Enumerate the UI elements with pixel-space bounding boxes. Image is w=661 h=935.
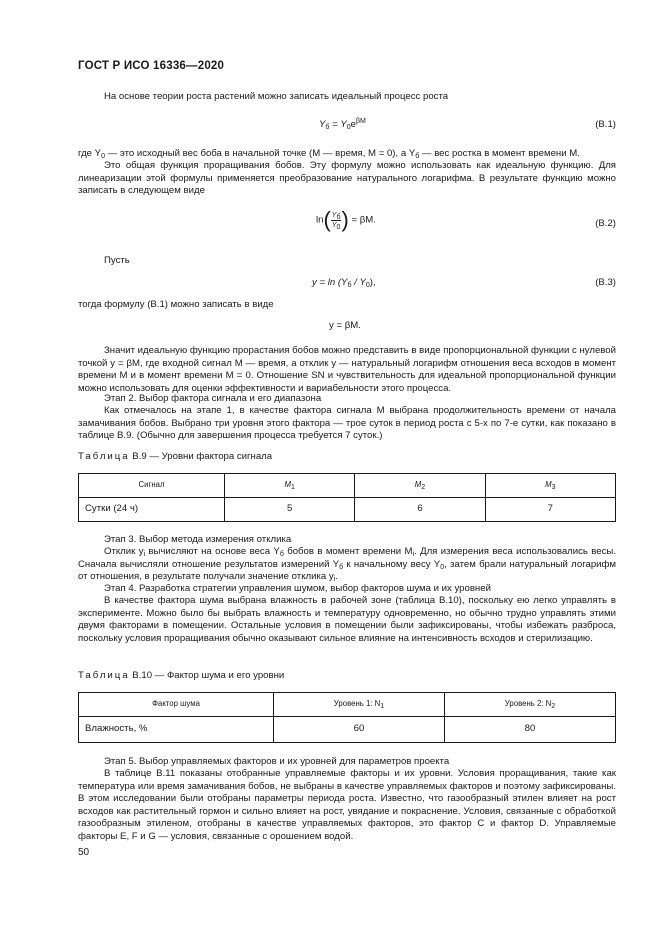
- table-header-cell: $M_1$: [225, 474, 355, 498]
- table10-caption: Таблица В.10 — Фактор шума и его уровни: [78, 670, 285, 681]
- formula-b1-number: (В.1): [595, 119, 616, 130]
- formula-b1: [78, 119, 616, 133]
- paragraph-intro: На основе теории роста растений можно записать идеальный процесс роста: [104, 91, 449, 102]
- table-header-cell: Уровень 2: $N_2$: [445, 693, 616, 717]
- table-row-label: Сутки (24 ч): [79, 498, 225, 522]
- table-header-cell: Сигнал: [79, 474, 225, 498]
- paragraph-linearization: Это общая функция проращивания бобов. Эту формулу можно использовать как идеальную функцию. Для линеаризации этой формулы применяется преобразование натурального логарифма. В результате функцию можно записать в следующем виде: [78, 160, 616, 197]
- table-row-label: Влажность, %: [79, 717, 274, 743]
- formula-b3: [78, 277, 616, 291]
- table-b9: [78, 473, 616, 522]
- paragraph-ideal-function: Значит идеальную функцию прорастания бобов можно представить в виде пропорциональной функции с нулевой точкой y = βM, где входной сигнал M — время, а отклик y — натуральный логарифм отношения веса всходов в момент времени M и в момент времени M = 0. Отношение SN и чувствительность для идеальной пропорциональной функции можно использовать для оценки эффективности и вариабельности этого процесса.: [78, 345, 616, 394]
- formula-b2-expression: ln( $\frac{Y_б}{Y_0}$ ) = βM.: [316, 207, 376, 232]
- paragraph-stage4-body: В качестве фактора шума выбрана влажность в рабочей зоне (таблица В.10), поскольку ею легко управлять в эксперименте. Можно было бы выбрать влажность и температуру одновременно, но обычно трудно управлять этими двумя факторами в помещении. Остальные условия в помещении были зафиксированы, чтобы избежать разброса, поскольку условия проращивания обычно оказывают сильное влияние на интенсивность всходов и стерилизацию.: [78, 595, 616, 644]
- paragraph-stage4-title: Этап 4. Разработка стратегии управления шумом, выбор факторов шума и их уровней: [104, 583, 491, 594]
- formula-b4-expression: y = βM.: [329, 320, 361, 331]
- paragraph-stage3-title: Этап 3. Выбор метода измерения отклика: [104, 534, 292, 545]
- paragraph-definitions: где $Y_0$ — это исходный вес боба в начальной точке (M — время, M = 0), а $Y_б$ — вес ростка в момент времени M.: [78, 148, 580, 160]
- table-header-cell: $M_2$: [355, 474, 485, 498]
- paragraph-let: Пусть: [104, 255, 130, 266]
- table-cell: 5: [225, 498, 355, 522]
- table-b10: [78, 692, 616, 743]
- formula-b4: [78, 320, 616, 334]
- paragraph-stage5-title: Этап 5. Выбор управляемых факторов и их уровней для параметров проекта: [104, 756, 450, 767]
- table-row: [79, 498, 616, 522]
- table-cell: 80: [445, 717, 616, 743]
- table-header-row: [79, 474, 616, 498]
- paragraph-stage5-body: В таблице В.11 показаны отобранные управляемые факторы и их уровни. Условия проращивания, такие как температура или время замачивания бобов, не выбраны в качестве управляемых факторов и поэтому зафиксированы. В этом исследовании были отобраны параметры периода роста. Известно, что газообразный этилен влияет на рост всходов как растительный гормон и сильно влияет на рост, увядание и покраснение. Условия, связанные с обработкой газообразным этиленом, отобраны в качестве управляемых факторов, это фактор C и фактор D. Управляемые факторы E, F и G — условия, связанные с орошением водой.: [78, 768, 616, 842]
- paragraph-then: тогда формулу (В.1) можно записать в виде: [78, 299, 274, 310]
- table-cell: 6: [355, 498, 485, 522]
- table-header-cell: Фактор шума: [79, 693, 274, 717]
- table-row: [79, 717, 616, 743]
- paragraph-stage2-body: Как отмечалось на этапе 1, в качестве фактора сигнала M выбрана продолжительность времени от начала замачивания бобов. Выбрано три уровня этого фактора — трое суток в период роста с 5-х по 7-е сутки, как показано в таблице В.9. (Обычно для завершения процесса требуется 7 суток.): [78, 405, 616, 442]
- table9-caption: Таблица В.9 — Уровни фактора сигнала: [78, 451, 273, 462]
- formula-b2: [78, 209, 616, 239]
- paragraph-stage2-title: Этап 2. Выбор фактора сигнала и его диапазона: [104, 393, 322, 404]
- formula-b2-number: (В.2): [595, 218, 616, 229]
- table-cell: 60: [274, 717, 445, 743]
- table-header-cell: Уровень 1: $N_1$: [274, 693, 445, 717]
- formula-b3-expression: $y = \ln (Y_б / Y_0)$,: [312, 277, 376, 289]
- table-header-cell: $M_3$: [485, 474, 615, 498]
- formula-b1-expression: $Y_б = Y_0e^{\beta M}$: [319, 118, 366, 131]
- paragraph-stage3-body: Отклик $y_i$ вычисляют на основе веса $Y_б$ бобов в момент времени $M_i$. Для измерения веса использовались весы. Сначала вычисляли отношение результатов измерений $Y_б$ к начальному весу $Y_0$, затем брали натуральный логарифм от отношения, в результате получали значение отклика $y_i$.: [78, 546, 617, 584]
- table-cell: 7: [485, 498, 615, 522]
- document-header: ГОСТ Р ИСО 16336—2020: [78, 60, 225, 72]
- page-number: 50: [78, 847, 90, 858]
- formula-b3-number: (В.3): [595, 277, 616, 288]
- table-header-row: [79, 693, 616, 717]
